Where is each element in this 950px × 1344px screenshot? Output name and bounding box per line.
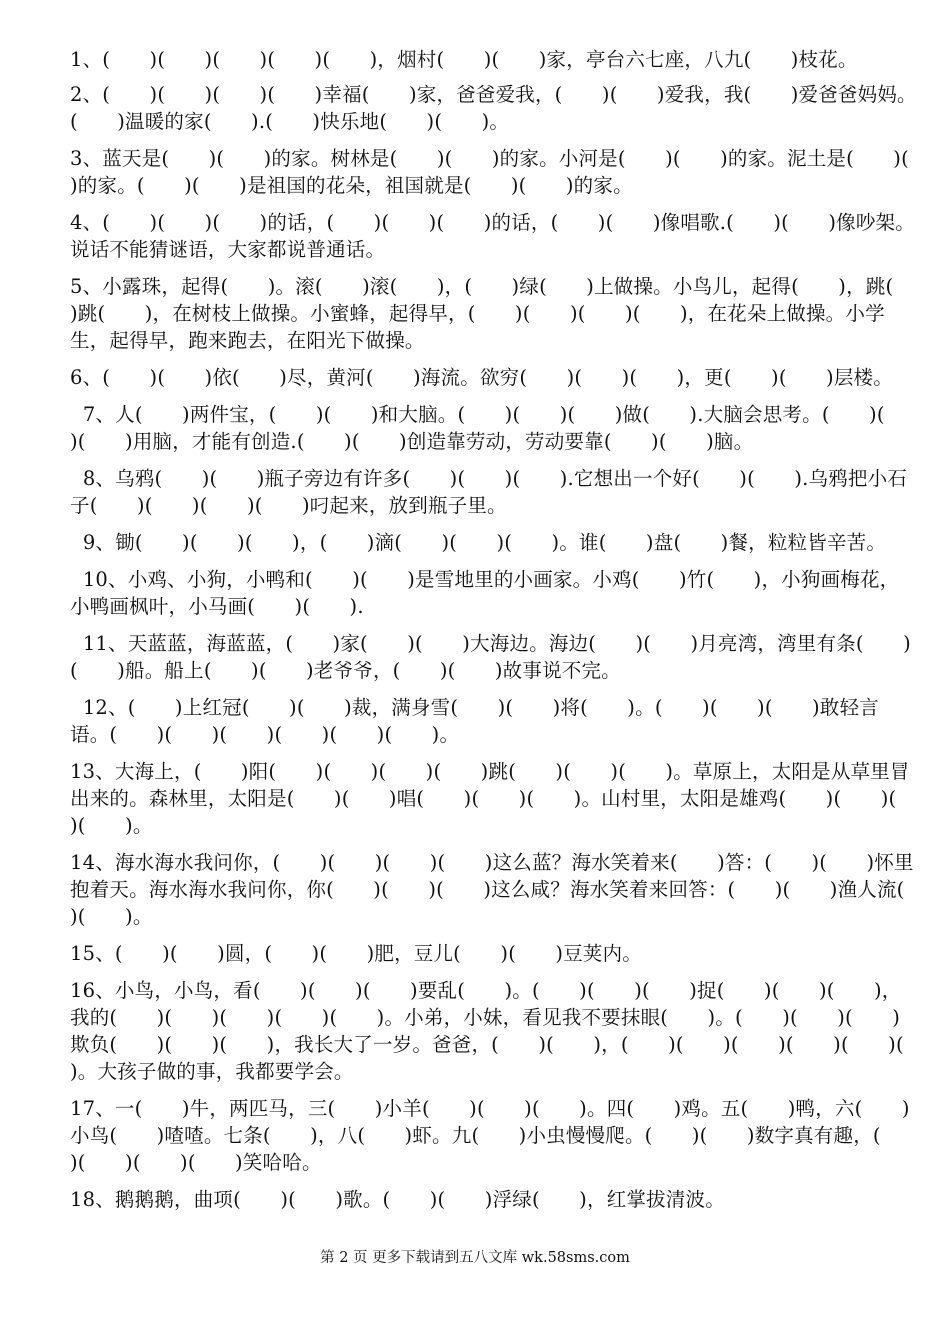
question-11: 11、天蓝蓝，海蓝蓝，( )家( )( )大海边。海边( )( )月亮湾，湾里有条( )( )船。船上( )( )老爷爷，( )( )故事说不完。: [70, 632, 911, 682]
question-16: 16、小鸟，小鸟，看( )( )( )要乱( )。( )( )( )捉( )( )( )，我的( )( )( )( )( )。小弟，小妹，看见我不要抹眼( )。( )( )( )欺负( )( )( )，我长大了一岁。爸爸，( )( )，( )( )( )( )( )( )。大孩子做的事，我都要学会。: [70, 979, 944, 1083]
question-8: 8、乌鸦( )( )瓶子旁边有许多( )( )( ).它想出一个好( )( ).乌鸦把小石子( )( )( )( )叼起来，放到瓶子里。: [70, 467, 908, 517]
question-1: 1、( )( )( )( )( )，烟村( )( )家，亭台六七座，八九( )枝花。: [70, 48, 858, 71]
question-14: 14、海水海水我问你，( )( )( )( )这么蓝？海水笑着来( )答：( )( )怀里抱着天。海水海水我问你，你( )( )( )这么咸？海水笑着来回答：( )( )渔人流( )( )。: [70, 851, 944, 928]
question-13: 13、大海上，( )阳( )( )( )( )跳( )( )( )。草原上，太阳是从草里冒出来的。森林里，太阳是( )( )唱( )( )( )。山村里，太阳是雄鸡( )( )( )( )。: [70, 760, 936, 837]
question-15: 15、( )( )圆，( )( )肥，豆儿( )( )豆荚内。: [70, 942, 643, 965]
question-list: [70, 46, 949, 1213]
question-17: 17、一( )牛，两匹马，三( )小羊( )( )( )。四( )鸡。五( )鸭，六( )小鸟( )喳喳。七条( )，八( )虾。九( )小虫慢慢爬。( )( )数字真有趣，( )( )( )( )笑哈哈。: [70, 1097, 921, 1174]
page-footer: 第 2 页 更多下载请到五八文库 wk.58sms.com: [320, 1250, 630, 1266]
question-12: 12、( )上红冠( )( )裁，满身雪( )( )将( )。( )( )( )敢轻言语。( )( )( )( )( )( )。: [70, 696, 879, 746]
question-5: 5、小露珠，起得( )。滚( )滚( )，( )绿( )上做操。小鸟儿，起得( )，跳( )跳( )，在树枝上做操。小蜜蜂，起得早，( )( )( )( )，在花朵上做操。小学生，起得早，跑来跑去，在阳光下做操。: [70, 275, 933, 352]
question-18: 18、鹅鹅鹅，曲项( )( )歌。( )( )浮绿( )，红掌拔清波。: [70, 1188, 725, 1211]
question-6: 6、( )( )依( )尽，黄河( )海流。欲穷( )( )( )，更( )( )层楼。: [70, 366, 893, 389]
question-3: 3、蓝天是( )( )的家。树林是( )( )的家。小河是( )( )的家。泥土是( )( )的家。( )( )是祖国的花朵，祖国就是( )( )的家。: [70, 147, 949, 197]
question-10: 10、小鸡、小狗，小鸭和( )( )是雪地里的小画家。小鸡( )竹( )，小狗画梅花，小鸭画枫叶，小马画( )( ).: [70, 568, 900, 618]
question-2: 2、( )( )( )( )幸福( )家，爸爸爱我，( )( )爱我，我( )爱爸爸妈妈。( )温暖的家( ).( )快乐地( )( )。: [70, 83, 917, 133]
question-7: 7、人( )两件宝，( )( )和大脑。( )( )( )做( ).大脑会思考。( )( )( )用脑，才能有创造.( )( )创造靠劳动，劳动要靠( )( )脑。: [70, 403, 925, 453]
question-9: 9、锄( )( )( )，( )滴( )( )( )。谁( )盘( )餐，粒粒皆辛苦。: [70, 531, 887, 554]
question-4: 4、( )( )( )的话，( )( )( )的话，( )( )像唱歌.( )( )像吵架。说话不能猜谜语，大家都说普通话。: [70, 211, 915, 261]
